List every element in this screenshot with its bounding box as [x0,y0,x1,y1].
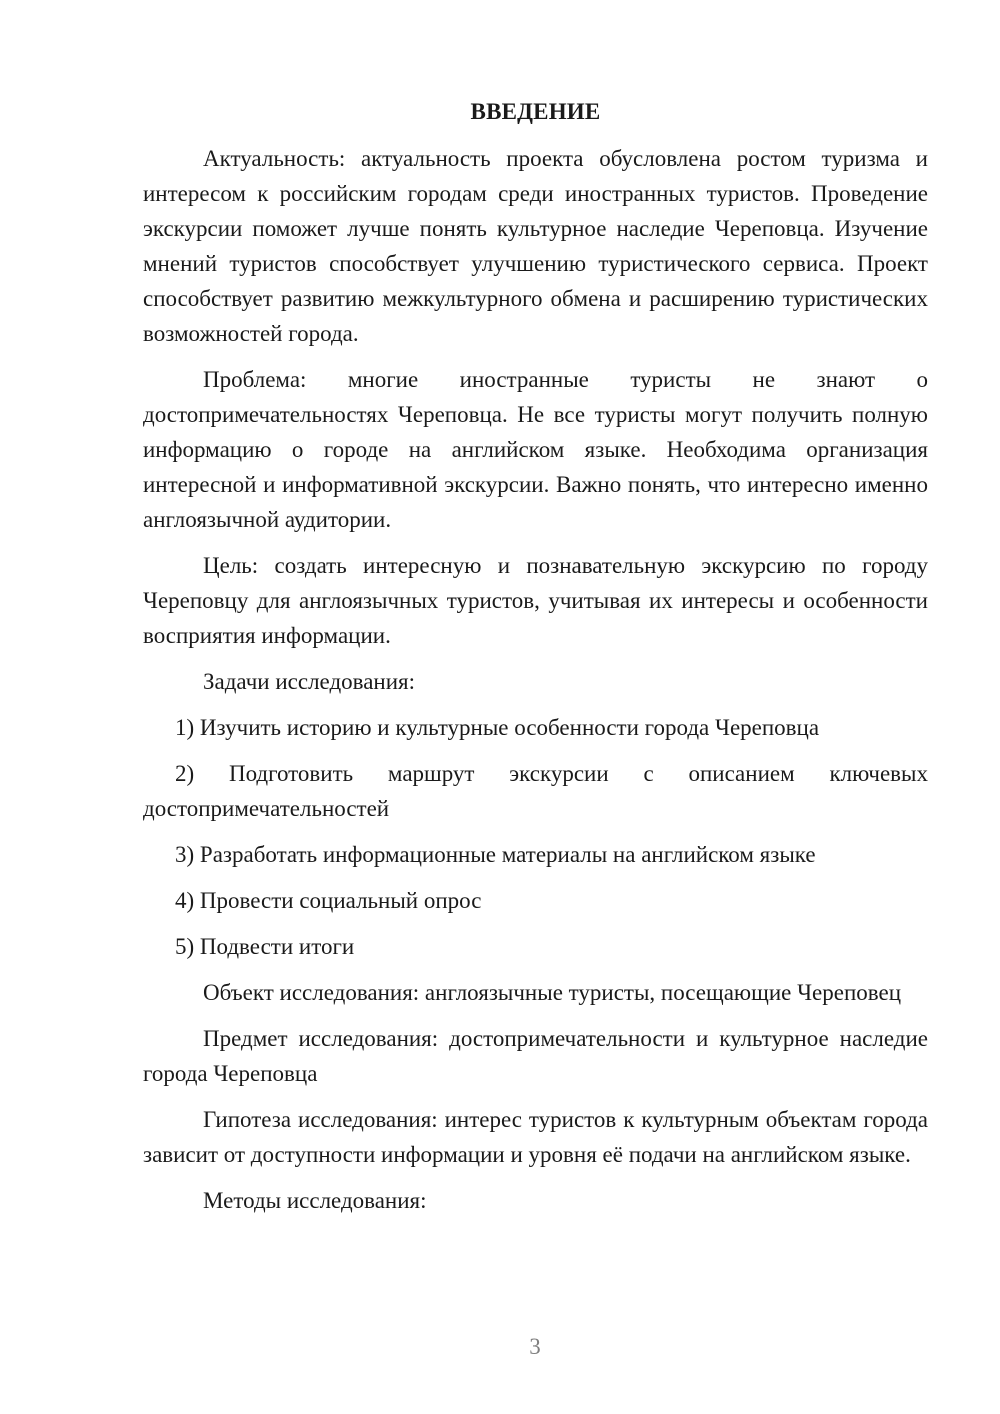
problem-paragraph: Проблема: многие иностранные туристы не знают о достопримечательностях Череповца. Не все туристы могут получить полную информацию о городе на английском языке. Необходима организация интересной и информативной экскурсии. Важно понять, что интересно именно англоязычной аудитории. [143,367,928,532]
tasks-heading: Задачи исследования: [203,669,416,694]
methods-heading: Методы исследования: [203,1188,427,1213]
task-item-5: 5) Подвести итоги [175,934,355,959]
goal-paragraph: Цель: создать интересную и познавательную экскурсию по городу Череповцу для англоязычных туристов, учитывая их интересы и особенности восприятия информации. [143,553,928,648]
hypothesis-paragraph: Гипотеза исследования: интерес туристов к культурным объектам города зависит от доступности информации и уровня её подачи на английском языке. [143,1107,928,1167]
page-title: ВВЕДЕНИЕ [470,99,601,124]
task-item-1: 1) Изучить историю и культурные особенности города Череповца [175,715,820,740]
task-item-3: 3) Разработать информационные материалы на английском языке [175,842,816,867]
relevance-paragraph: Актуальность: актуальность проекта обусловлена ростом туризма и интересом к российским городам среди иностранных туристов. Проведение экскурсии поможет лучше понять культурное наследие Череповца. Изучение мнений туристов способствует улучшению туристического сервиса. Проект способствует развитию межкультурного обмена и расширению туристических возможностей города. [143,146,928,346]
page-content [143,94,928,1229]
task-item-4: 4) Провести социальный опрос [175,888,482,913]
object-paragraph: Объект исследования: англоязычные туристы, посещающие Череповец [203,980,901,1005]
page-number: 3 [529,1334,541,1359]
task-item-2: 2) Подготовить маршрут экскурсии с описанием ключевых достопримечательностей [143,761,928,821]
subject-paragraph: Предмет исследования: достопримечательности и культурное наследие города Череповца [143,1026,928,1086]
